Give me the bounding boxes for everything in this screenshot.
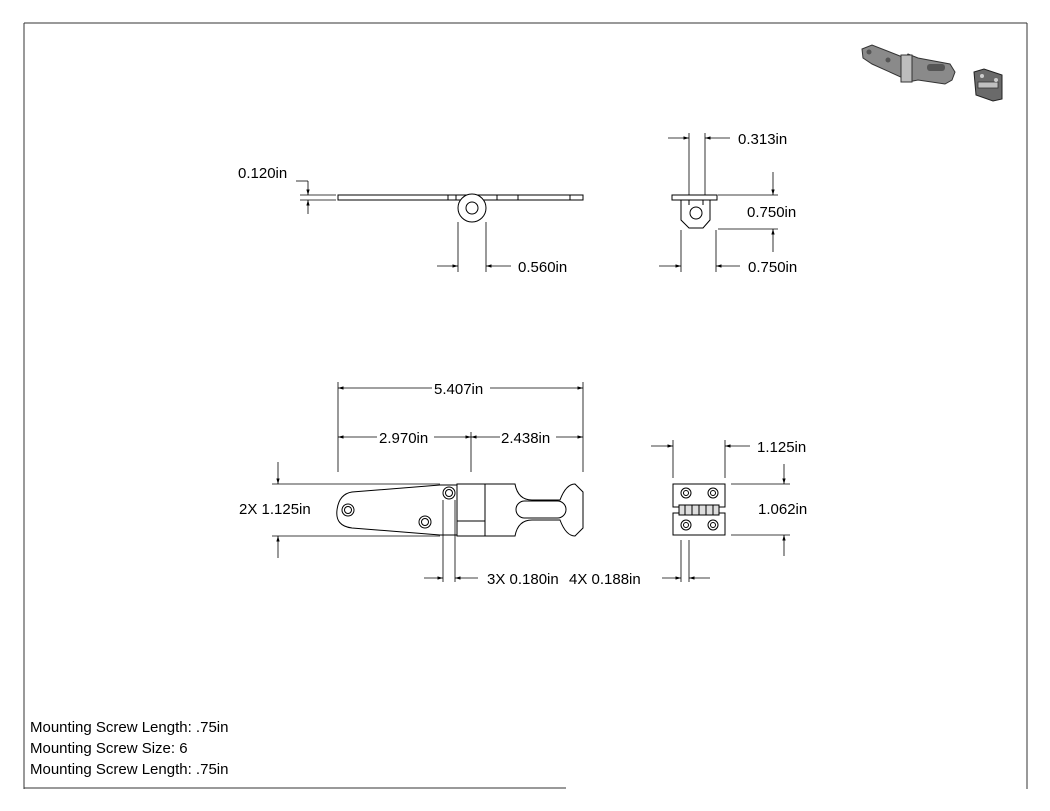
- dim-side-barrel: 0.560in: [518, 259, 568, 276]
- end-view: [672, 195, 717, 228]
- dim-end-height: 0.750in: [747, 204, 797, 221]
- note-screw-length: Mounting Screw Length: .75in: [30, 719, 229, 736]
- side-view: [338, 194, 583, 222]
- dim-front-height: 1.062in: [758, 501, 808, 518]
- mounting-notes: [30, 717, 228, 780]
- front-view: [673, 484, 725, 535]
- note-screw-length-repeat: Mounting Screw Length: .75in: [30, 761, 229, 778]
- end-view-dimensions: [659, 133, 778, 272]
- sheet-border: [24, 23, 1027, 789]
- dim-slot-hole-diameter: 4X 0.188in: [569, 571, 641, 588]
- dim-end-width: 0.750in: [748, 259, 798, 276]
- top-view-dimensions: [272, 382, 583, 582]
- dim-overall-length: 5.407in: [434, 381, 484, 398]
- note-screw-size: Mounting Screw Size: 6: [30, 740, 188, 757]
- dim-hole-diameter: 3X 0.180in: [487, 571, 559, 588]
- top-view: [337, 484, 583, 536]
- dim-side-thickness: 0.120in: [238, 165, 288, 182]
- dim-leaf-width: 2X 1.125in: [239, 501, 311, 518]
- dim-leaf-length: 2.970in: [379, 430, 429, 447]
- dim-hasp-length: 2.438in: [501, 430, 551, 447]
- dim-front-width: 1.125in: [757, 439, 807, 456]
- isometric-preview: [862, 45, 1002, 101]
- dim-end-top-width: 0.313in: [738, 131, 788, 148]
